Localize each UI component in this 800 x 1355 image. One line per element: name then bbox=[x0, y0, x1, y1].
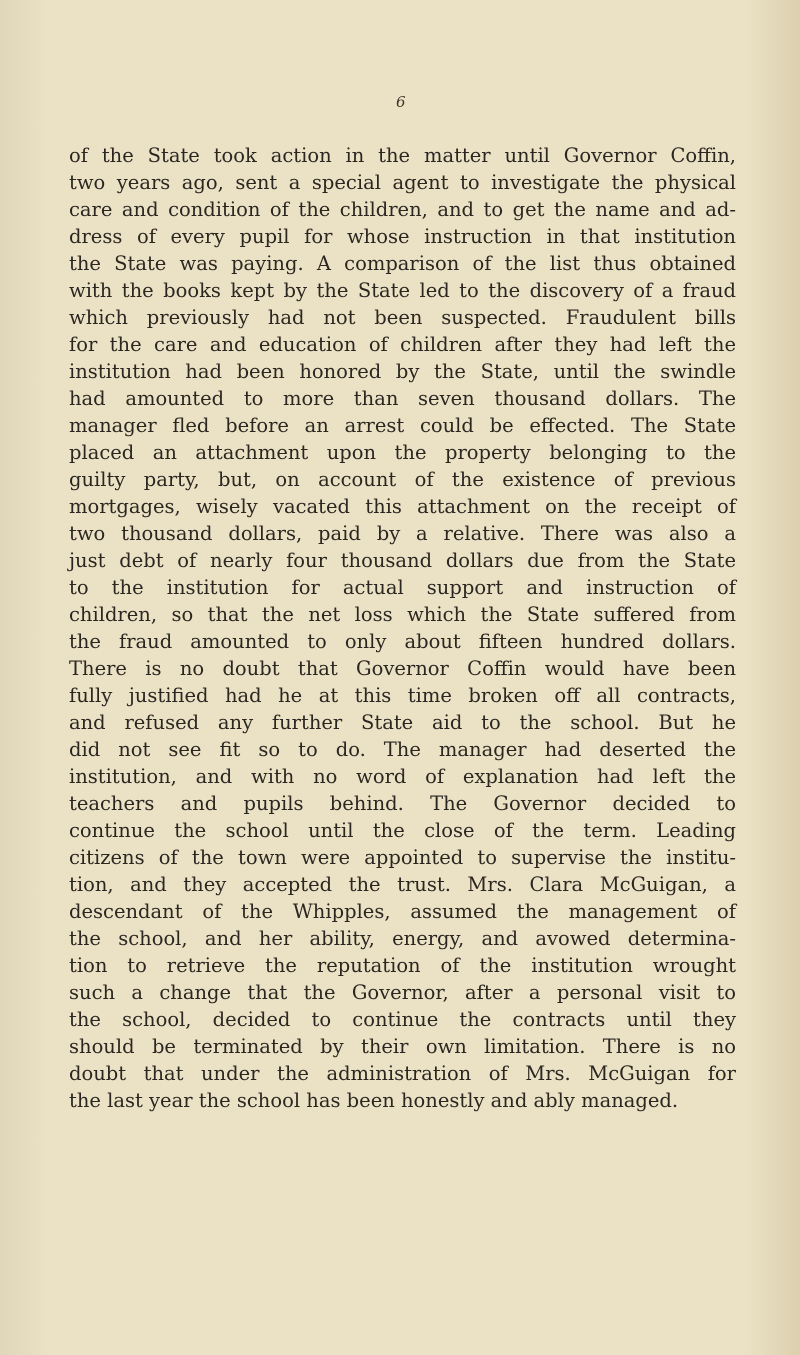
text-line: guilty party, but, on account of the existence of previous bbox=[69, 468, 736, 491]
text-line: There is no doubt that Governor Coffin would have been bbox=[69, 657, 736, 680]
text-line: the fraud amounted to only about fifteen hundred dollars. bbox=[69, 630, 736, 653]
text-line: fully justified had he at this time broken off all contracts, bbox=[69, 684, 736, 707]
text-line: had amounted to more than seven thousand dollars. The bbox=[69, 387, 736, 410]
text-line: manager fled before an arrest could be effected. The State bbox=[69, 414, 736, 437]
text-line: did not see fit so to do. The manager had deserted the bbox=[69, 738, 736, 761]
text-line: for the care and education of children after they had left the bbox=[69, 333, 736, 356]
text-line: doubt that under the administration of Mrs. McGuigan for bbox=[69, 1062, 736, 1085]
text-line: institution had been honored by the State, until the swindle bbox=[69, 360, 736, 383]
text-line: the school, decided to continue the contracts until they bbox=[69, 1008, 736, 1031]
text-line: the last year the school has been honestly and ably managed. bbox=[69, 1089, 679, 1112]
text-line: to the institution for actual support and instruction of bbox=[69, 576, 736, 599]
text-line: tion, and they accepted the trust. Mrs. Clara McGuigan, a bbox=[69, 873, 736, 896]
text-line: tion to retrieve the reputation of the institution wrought bbox=[69, 954, 736, 977]
text-line: citizens of the town were appointed to supervise the institu- bbox=[69, 846, 736, 869]
text-line: just debt of nearly four thousand dollars due from the State bbox=[69, 549, 736, 572]
text-line: should be terminated by their own limitation. There is no bbox=[69, 1035, 736, 1058]
text-line: care and condition of the children, and to get the name and ad- bbox=[69, 198, 736, 221]
text-line: placed an attachment upon the property belonging to the bbox=[69, 441, 736, 464]
text-line: with the books kept by the State led to the discovery of a fraud bbox=[69, 279, 736, 302]
text-line: children, so that the net loss which the State suffered from bbox=[69, 603, 736, 626]
text-line: mortgages, wisely vacated this attachment on the receipt of bbox=[69, 495, 736, 518]
text-line: of the State took action in the matter until Governor Coffin, bbox=[69, 144, 736, 167]
text-line: institution, and with no word of explanation had left the bbox=[69, 765, 736, 788]
text-line: descendant of the Whipples, assumed the management of bbox=[69, 900, 736, 923]
text-line: the school, and her ability, energy, and avowed determina- bbox=[69, 927, 736, 950]
page-number: 6 bbox=[396, 93, 406, 111]
text-line: which previously had not been suspected. Fraudulent bills bbox=[69, 306, 736, 329]
text-line: dress of every pupil for whose instruction in that institution bbox=[69, 225, 736, 248]
text-line: the State was paying. A comparison of the list thus obtained bbox=[69, 252, 736, 275]
text-line: continue the school until the close of the term. Leading bbox=[69, 819, 736, 842]
text-line: and refused any further State aid to the school. But he bbox=[69, 711, 736, 734]
text-line: two thousand dollars, paid by a relative. There was also a bbox=[69, 522, 736, 545]
text-line: two years ago, sent a special agent to investigate the physical bbox=[69, 171, 736, 194]
text-line: such a change that the Governor, after a personal visit to bbox=[69, 981, 736, 1004]
text-line: teachers and pupils behind. The Governor decided to bbox=[69, 792, 736, 815]
